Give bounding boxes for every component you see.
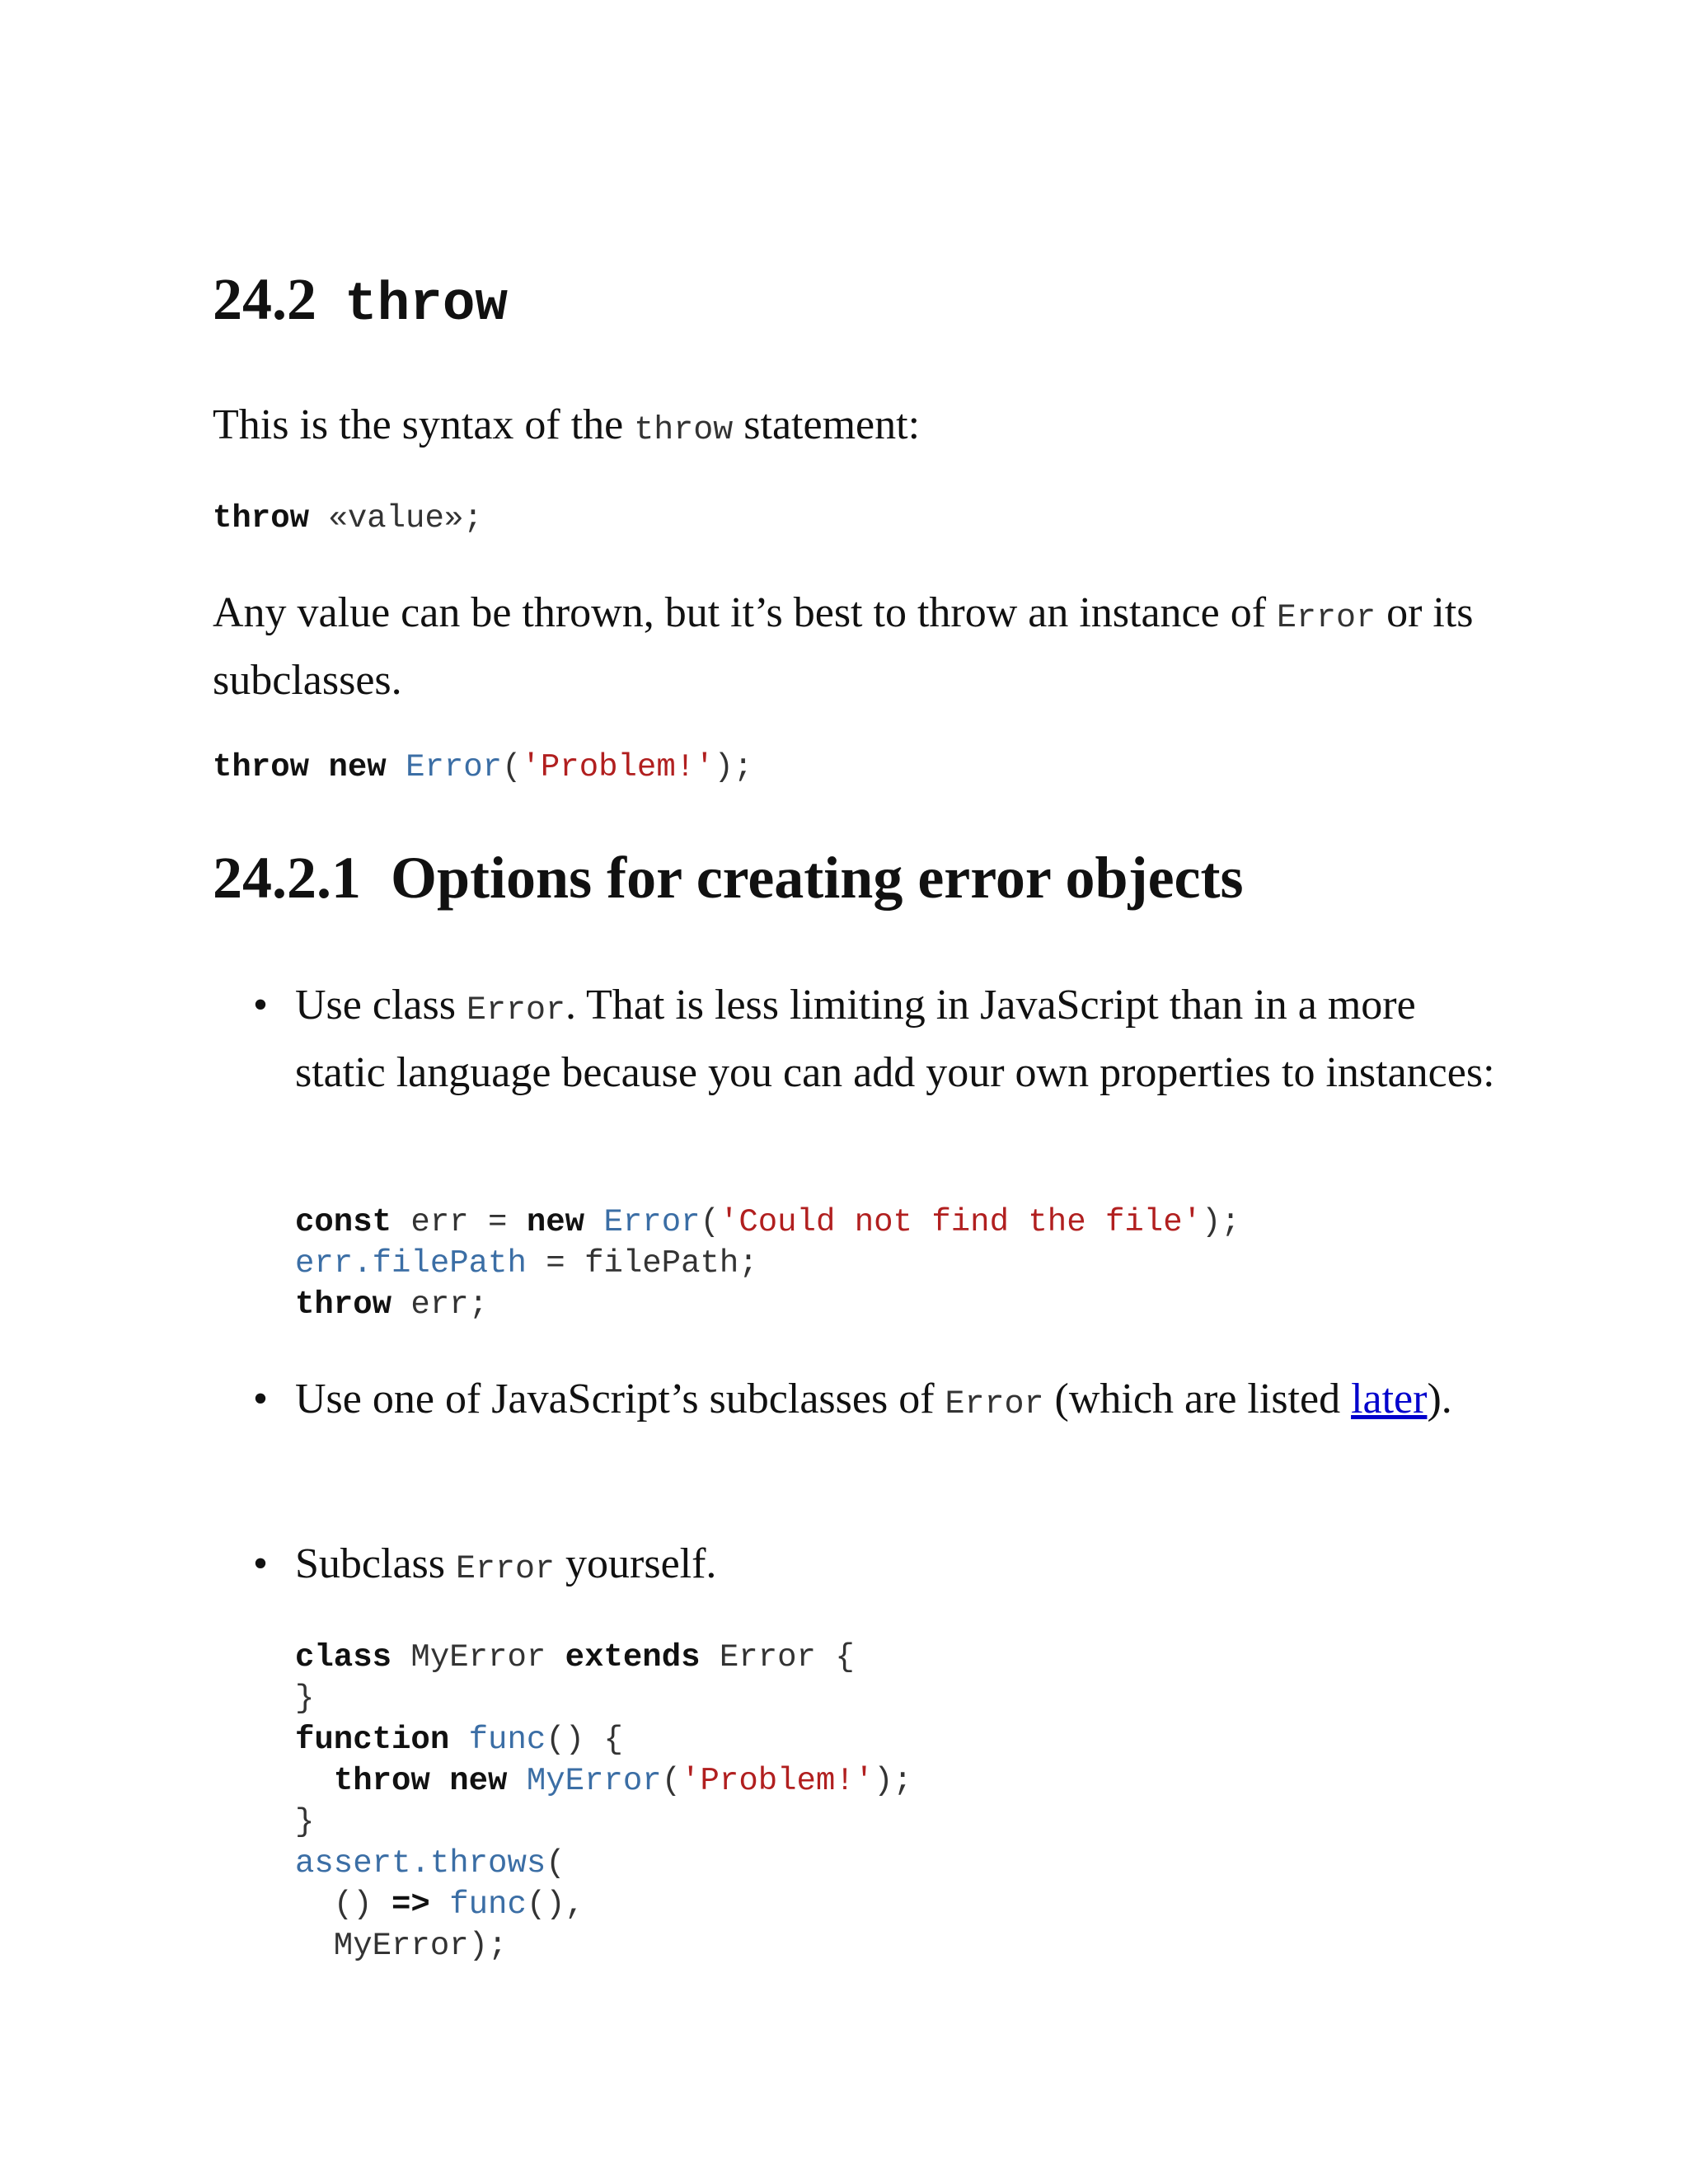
item-text: Use class <box>295 982 467 1029</box>
code-keyword: extends <box>565 1639 701 1675</box>
code-text: } <box>295 1804 315 1840</box>
code-keyword: const <box>295 1204 392 1240</box>
intro-paragraph <box>213 394 1498 462</box>
item-text-end: ). <box>1427 1376 1452 1422</box>
code-text: err; <box>392 1286 489 1323</box>
section-heading <box>213 262 508 342</box>
code-space <box>430 1886 449 1923</box>
code-keyword: throw <box>213 749 310 785</box>
code-identifier: assert.throws <box>295 1845 546 1882</box>
code-identifier: MyError <box>526 1763 662 1799</box>
intro-text: This is the syntax of the <box>213 401 635 448</box>
inline-code-throw: throw <box>634 412 734 449</box>
code-text: () { <box>546 1722 623 1758</box>
value-paragraph <box>213 582 1498 711</box>
code-keyword: throw <box>333 1763 430 1799</box>
code-identifier: Error <box>603 1204 701 1240</box>
item-text-end: yourself. <box>555 1540 717 1587</box>
code-text: MyError); <box>295 1928 508 1964</box>
code-keyword: throw <box>213 500 310 537</box>
code-indent <box>295 1763 334 1799</box>
para-text: Any value can be thrown, but it’s best to throw an instance of <box>213 589 1278 636</box>
code-punct: ); <box>874 1763 912 1799</box>
code-identifier: Error <box>406 749 503 785</box>
section-keyword: throw <box>345 274 509 335</box>
code-space <box>430 1763 449 1799</box>
code-keyword: => <box>392 1886 430 1923</box>
item-text-end: . That is less limiting in JavaScript than in a more static language because you can add your own properties to instances: <box>295 982 1495 1096</box>
code-text: err = <box>392 1204 527 1240</box>
subclass-code-block <box>295 1637 912 1966</box>
code-space <box>507 1763 526 1799</box>
subsection-heading <box>213 841 1243 915</box>
code-punct: ( <box>700 1204 720 1240</box>
subsection-title: Options for creating error objects <box>391 845 1244 911</box>
code-text: = filePath; <box>526 1245 758 1282</box>
code-identifier: func <box>468 1722 546 1758</box>
code-string: 'Could not find the file' <box>719 1204 1203 1240</box>
code-punct: ); <box>714 749 753 785</box>
code-punct: ( <box>502 749 522 785</box>
intro-text-end: statement: <box>733 401 921 448</box>
subsection-number: 24.2.1 <box>213 845 361 911</box>
properties-code-block <box>295 1202 1240 1325</box>
list-item <box>252 1368 1498 1436</box>
code-text: Error { <box>700 1639 855 1675</box>
code-keyword: function <box>295 1722 450 1758</box>
code-text: (), <box>526 1886 585 1923</box>
code-keyword: class <box>295 1639 392 1675</box>
bullet-icon: • <box>252 982 269 1029</box>
code-text: ( <box>546 1845 565 1882</box>
code-string: 'Problem!' <box>521 749 715 785</box>
list-item <box>252 974 1498 1104</box>
section-number: 24.2 <box>213 266 316 332</box>
code-punct: ( <box>661 1763 682 1799</box>
code-string: 'Problem!' <box>681 1763 874 1799</box>
later-link[interactable]: later <box>1351 1376 1428 1422</box>
syntax-code-block <box>213 498 483 539</box>
code-space <box>387 749 406 785</box>
code-text: «value»; <box>309 500 483 537</box>
item-text: Use one of JavaScript’s subclasses of <box>295 1376 945 1422</box>
bullet-icon: • <box>252 1540 269 1587</box>
code-text: } <box>295 1680 315 1717</box>
inline-code-error: Error <box>1277 600 1376 637</box>
code-space <box>309 749 328 785</box>
inline-code-error: Error <box>466 992 565 1029</box>
bullet-icon: • <box>252 1376 269 1422</box>
list-item <box>252 1533 1498 1601</box>
example-code-block <box>213 747 753 788</box>
item-text-mid: (which are listed <box>1043 1376 1352 1422</box>
code-keyword: throw <box>295 1286 392 1323</box>
para-text-end: or its subclasses. <box>213 589 1474 704</box>
code-identifier: func <box>449 1886 527 1923</box>
code-text: () <box>295 1886 392 1923</box>
code-text: MyError <box>392 1639 565 1675</box>
code-keyword: new <box>526 1204 585 1240</box>
code-keyword: new <box>449 1763 508 1799</box>
code-punct: ); <box>1202 1204 1240 1240</box>
code-keyword: new <box>328 749 387 785</box>
inline-code-error: Error <box>456 1551 556 1588</box>
code-space <box>584 1204 603 1240</box>
code-identifier: err.filePath <box>295 1245 527 1282</box>
code-space <box>449 1722 468 1758</box>
inline-code-error: Error <box>945 1386 1044 1423</box>
item-text: Subclass <box>295 1540 456 1587</box>
